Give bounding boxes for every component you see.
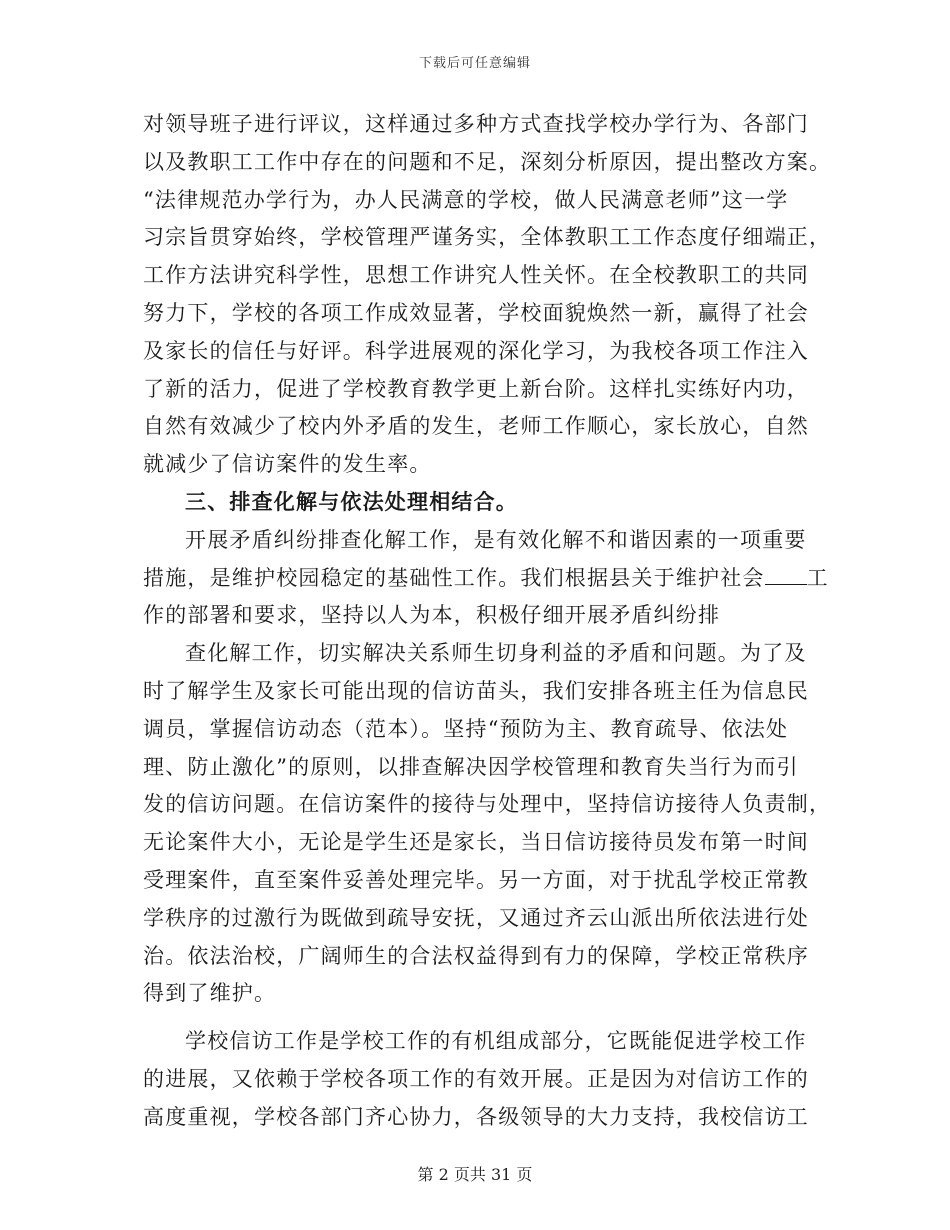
- paragraph-line: 学秩序的过激行为既做到疏导安抚，又通过齐云山派出所依法进行处: [143, 905, 809, 930]
- paragraph-line: 的进展，又依赖于学校各项工作的有效开展。正是因为对信访工作的: [143, 1066, 809, 1091]
- paragraph-line: 就减少了信访案件的发生率。: [143, 452, 432, 477]
- paragraph-line: 作的部署和要求，坚持以人为本，积极仔细开展矛盾纠纷排: [143, 603, 721, 628]
- paragraph-line: 自然有效减少了校内外矛盾的发生，老师工作顺心，家长放心，自然: [143, 414, 809, 439]
- paragraph-line: 对领导班子进行评议，这样通过多种方式查找学校办学行为、各部门: [143, 112, 809, 136]
- paragraph-line: 习宗旨贯穿始终，学校管理严谨务实，全体教职工工作态度仔细端正，: [143, 225, 832, 250]
- paragraph-line: 调员，掌握信访动态（范本）。坚持“预防为主、教育疏导、依法处: [143, 716, 789, 741]
- paragraph-line: 了新的活力，促进了学校教育教学更上新台阶。这样扎实练好内功，: [143, 376, 809, 401]
- paragraph-line: 受理案件，直至案件妥善处理完毕。另一方面，对于扰乱学校正常教: [143, 867, 809, 892]
- paragraph-line: 开展矛盾纠纷排查化解工作，是有效化解不和谐因素的一项重要: [185, 527, 807, 552]
- paragraph-text: 工: [806, 565, 829, 590]
- paragraph-line: “法律规范办学行为，办人民满意的学校，做人民满意老师”这一学: [143, 187, 789, 212]
- paragraph-line: 时了解学生及家长可能出现的信访苗头，我们安排各班主任为信息民: [143, 678, 809, 703]
- document-body: [143, 106, 832, 1137]
- paragraph-text: 措施，是维护校园稳定的基础性工作。我们根据县关于维护社会: [143, 565, 765, 590]
- page-footer: 第 2 页共 31 页: [417, 1165, 533, 1184]
- paragraph-line: 以及教职工工作中存在的问题和不足，深刻分析原因，提出整改方案。: [143, 149, 832, 174]
- paragraph-line: 及家长的信任与好评。科学进展观的深化学习，为我校各项工作注入: [143, 338, 809, 363]
- paragraph-gap: [143, 1013, 808, 1023]
- paragraph-line: 工作方法讲究科学性，思想工作讲究人性关怀。在全校教职工的共同: [143, 263, 809, 288]
- paragraph-line: 得到了维护。: [143, 981, 277, 1006]
- paragraph-line: 发的信访问题。在信访案件的接待与处理中，坚持信访接待人负责制，: [143, 792, 832, 817]
- blank-underline: [765, 566, 807, 585]
- paragraph-line: [143, 560, 829, 598]
- section-heading: 三、排查化解与依法处理相结合。: [185, 489, 518, 514]
- paragraph-line: 治。依法治校，广阔师生的合法权益得到有力的保障，学校正常秩序: [143, 943, 809, 968]
- paragraph-line: 努力下，学校的各项工作成效显著，学校面貌焕然一新，赢得了社会: [143, 300, 809, 325]
- paragraph-line: 高度重视，学校各部门齐心协力，各级领导的大力支持，我校信访工: [143, 1104, 809, 1129]
- paragraph-line: 学校信访工作是学校工作的有机组成部分，它既能促进学校工作: [185, 1029, 807, 1054]
- paragraph-line: 理、防止激化”的原则，以排查解决因学校管理和教育失当行为而引: [143, 754, 799, 779]
- paragraph-line: 无论案件大小，无论是学生还是家长，当日信访接待员发布第一时间: [143, 830, 809, 855]
- page-header: 下载后可任意编辑: [418, 56, 531, 71]
- paragraph-line: 查化解工作，切实解决关系师生切身利益的矛盾和问题。为了及: [185, 641, 807, 666]
